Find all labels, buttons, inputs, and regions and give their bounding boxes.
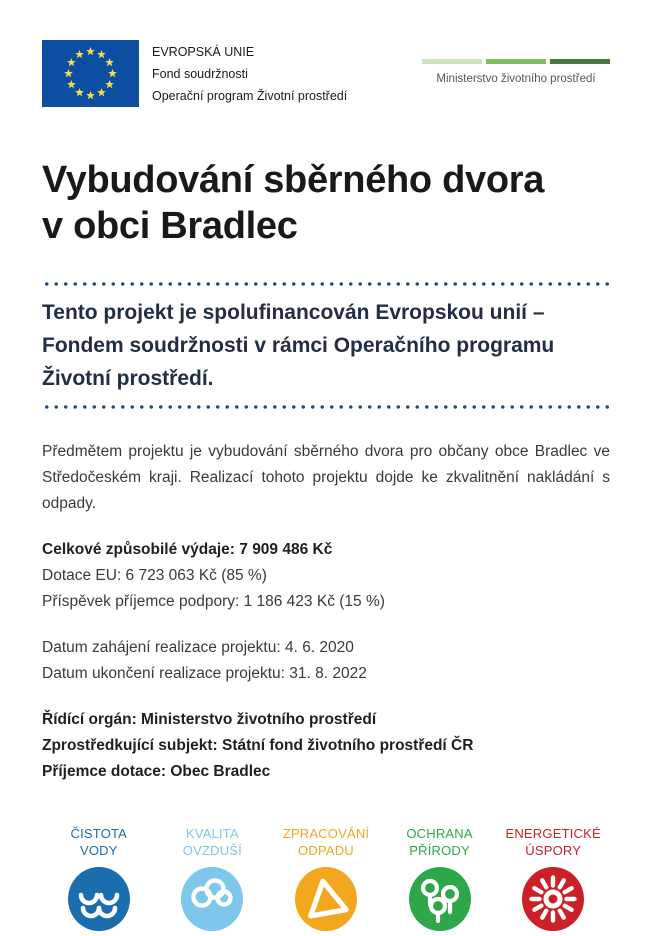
dotted-divider-bottom <box>42 405 610 409</box>
theme-water-label: ČISTOTA VODY <box>70 826 128 858</box>
managing-authority: Řídící orgán: Ministerstvo životního prostředí <box>42 711 377 728</box>
theme-nature-label: OCHRANA PŘÍRODY <box>406 826 473 858</box>
funding-statement-line-1: Tento projekt je spolufinancován Evropskou unií – <box>42 301 545 324</box>
eu-flag-icon <box>42 40 139 107</box>
total-eligible-costs: Celkové způsobilé výdaje: 7 909 486 Kč <box>42 541 333 558</box>
ministry-bar-dark <box>550 59 610 64</box>
water-waves-icon <box>68 867 130 931</box>
funding-statement-line-2: Fondem soudržnosti v rámci Operačního programu <box>42 334 555 357</box>
eu-logo <box>42 40 347 107</box>
header <box>42 40 610 107</box>
organizations-block <box>42 707 610 785</box>
theme-energy-label: ENERGETICKÉ ÚSPORY <box>505 826 601 858</box>
theme-icons-row <box>42 825 610 936</box>
ministry-logo <box>422 59 610 85</box>
ministry-label: Ministerstvo životního prostředí <box>436 73 596 85</box>
eu-logo-line-3: Operační program Životní prostředí <box>152 89 348 103</box>
project-description: Předmětem projektu je vybudování sběrného dvora pro občany obce Bradlec ve Středočeském kraji. Realizací tohoto projektu dojde ke zkvalitnění nakládání s odpady. <box>42 443 610 512</box>
funding-statement-line-3: Životní prostředí. <box>42 367 214 390</box>
beneficiary: Příjemce dotace: Obec Bradlec <box>42 763 271 780</box>
eu-logo-line-1: EVROPSKÁ UNIE <box>152 45 255 59</box>
page-title-line-1: Vybudování sběrného dvora <box>42 159 545 201</box>
start-date: Datum zahájení realizace projektu: 4. 6. 2020 <box>42 639 354 656</box>
ministry-logo-bars <box>422 59 610 64</box>
intermediate-body: Zprostředkující subjekt: Státní fond životního prostředí ČR <box>42 737 474 754</box>
theme-water <box>42 825 156 936</box>
eu-logo-text <box>152 40 347 107</box>
dates-block <box>42 635 610 687</box>
eu-grant: Dotace EU: 6 723 063 Kč (85 %) <box>42 567 267 584</box>
end-date: Datum ukončení realizace projektu: 31. 8. 2022 <box>42 665 367 682</box>
recycling-triangle-icon <box>295 867 357 931</box>
ministry-bar-medium <box>486 59 546 64</box>
beneficiary-share: Příspěvek příjemce podpory: 1 186 423 Kč (15 %) <box>42 593 385 610</box>
theme-energy <box>496 825 610 936</box>
trees-icon <box>409 867 471 931</box>
theme-air-label: KVALITA OVZDUŠÍ <box>182 826 242 858</box>
dotted-divider-top <box>42 282 610 286</box>
theme-waste-label: ZPRACOVÁNÍ ODPADU <box>282 826 370 858</box>
theme-nature <box>383 825 497 936</box>
finance-block <box>42 537 610 615</box>
page-title-line-2: v obci Bradlec <box>42 205 298 247</box>
cloud-icon <box>181 867 243 931</box>
funding-statement <box>42 296 610 395</box>
ministry-bar-light <box>422 59 482 64</box>
sun-icon <box>522 867 584 931</box>
page-title <box>42 157 610 249</box>
theme-waste <box>269 825 383 936</box>
eu-logo-line-2: Fond soudržnosti <box>152 67 248 81</box>
theme-air <box>156 825 270 936</box>
